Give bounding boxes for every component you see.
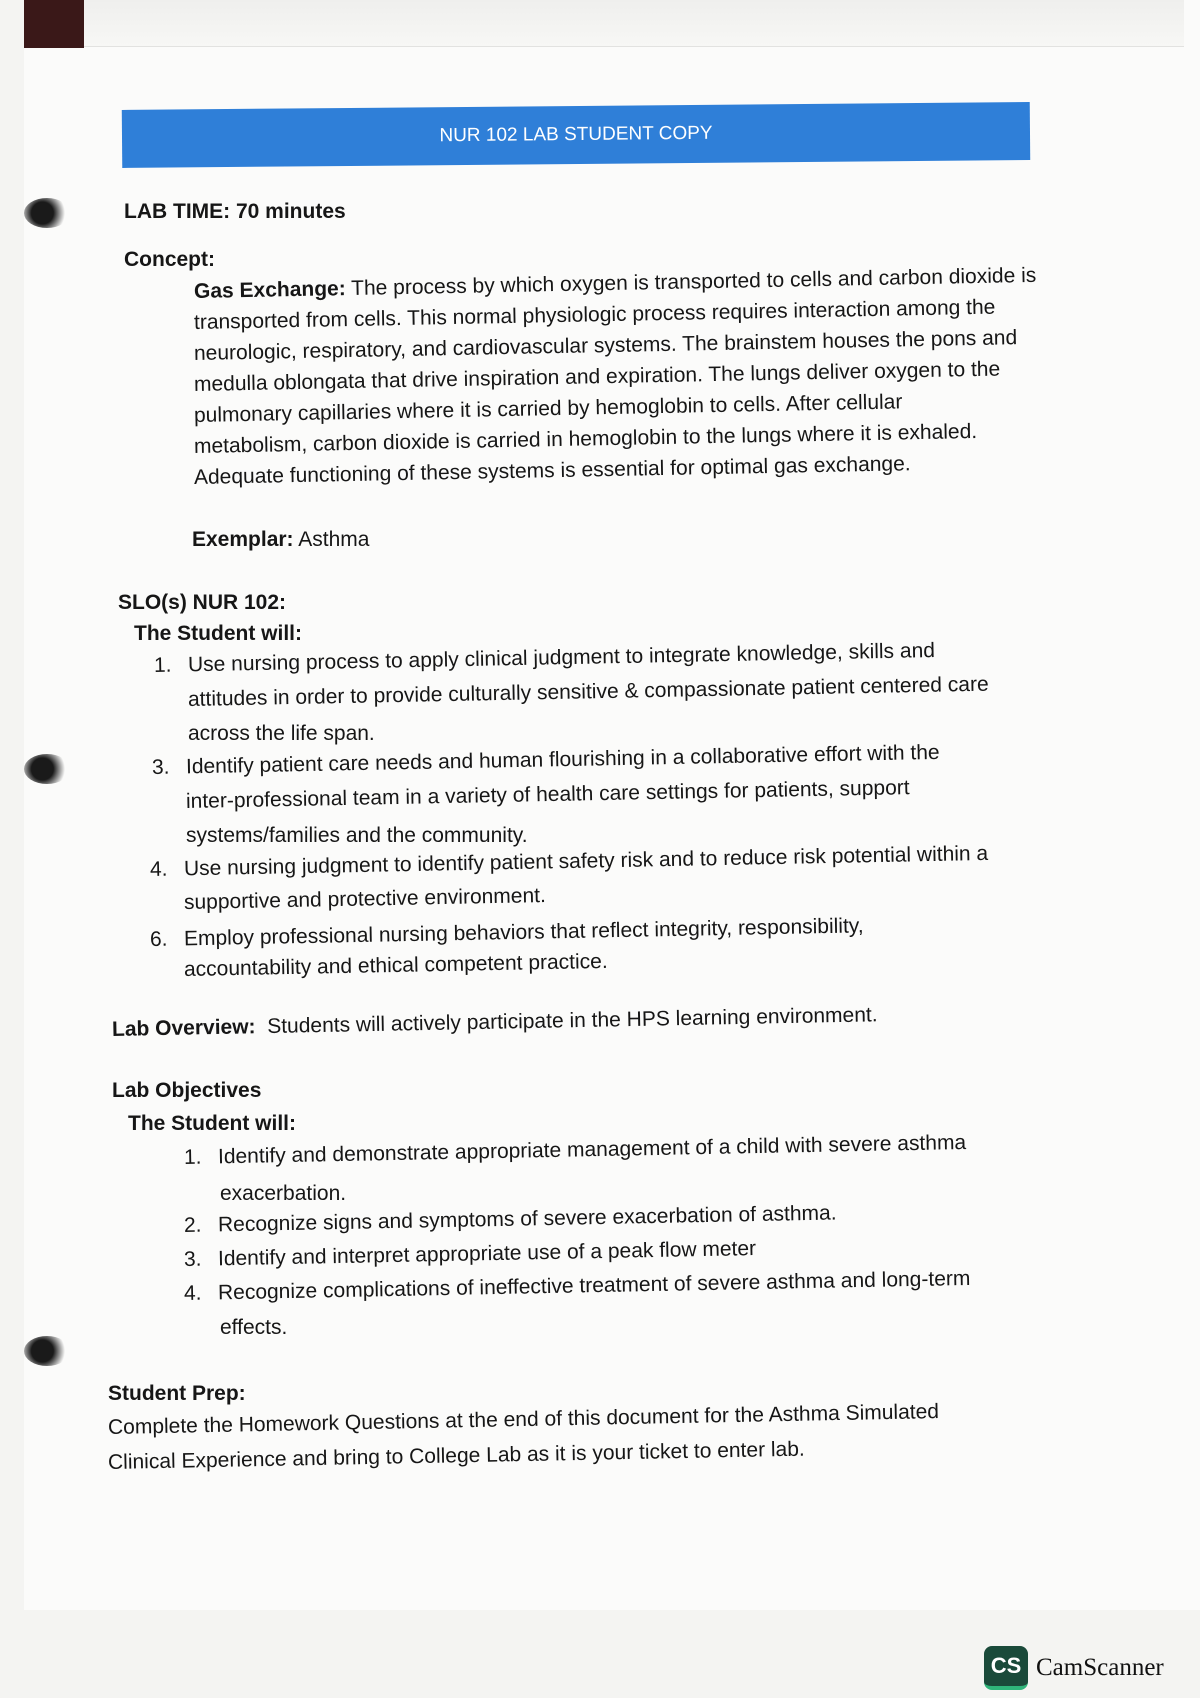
slo-item-line: systems/families and the community.: [186, 824, 528, 847]
slo-item-line: accountability and ethical competent practice.: [183, 949, 608, 981]
slo-heading: SLO(s) NUR 102:: [118, 591, 287, 614]
objective-item: 3. Identify and interpret appropriate use of a peak flow meter: [183, 1237, 757, 1271]
camscanner-logo-icon: CS: [984, 1646, 1028, 1690]
objectives-intro: The Student will:: [128, 1112, 296, 1135]
student-prep-heading: Student Prep:: [108, 1382, 246, 1405]
slo-item: 4. Use nursing judgment to identify patient safety risk and to reduce risk potential within a: [149, 841, 989, 881]
concept-line: pulmonary capillaries where it is carried by hemoglobin to cells. After cellular: [193, 390, 903, 427]
slo-item-line: across the life span.: [188, 722, 375, 745]
lab-time: LAB TIME: 70 minutes: [124, 200, 346, 223]
concept-term: Gas Exchange:: [193, 277, 346, 303]
slo-intro: The Student will:: [134, 622, 302, 645]
concept-line: metabolism, carbon dioxide is carried in hemoglobin to the lungs where it is exhaled.: [193, 419, 978, 458]
page-fold: [84, 0, 1184, 47]
slo-item: 6. Employ professional nursing behaviors that reflect integrity, responsibility,: [149, 914, 864, 951]
document-header-bar: [122, 102, 1030, 168]
concept-line: transported from cells. This normal physiologic process requires interaction among the: [193, 295, 996, 334]
concept-line: Gas Exchange: The process by which oxygen is transported to cells and carbon dioxide is: [193, 263, 1037, 303]
lab-overview: Lab Overview: Students will actively participate in the HPS learning environment.: [111, 1003, 878, 1041]
student-prep-line: Complete the Homework Questions at the end of this document for the Asthma Simulated: [107, 1400, 940, 1439]
document-title: NUR 102 LAB STUDENT COPY: [439, 122, 713, 147]
camscanner-watermark: [984, 1646, 1164, 1690]
scan-corner: [24, 0, 84, 48]
objectives-heading: Lab Objectives: [112, 1079, 262, 1102]
binder-hole-icon: [24, 1336, 70, 1366]
objective-item: 1. Identify and demonstrate appropriate management of a child with severe asthma: [183, 1130, 967, 1169]
slo-item: 1. Use nursing process to apply clinical judgment to integrate knowledge, skills and: [153, 639, 936, 677]
objective-item: 4. Recognize complications of ineffective treatment of severe asthma and long-term: [183, 1266, 971, 1305]
objective-item-line: effects.: [220, 1316, 288, 1339]
concept-heading: Concept:: [124, 248, 215, 271]
student-prep-line: Clinical Experience and bring to College Lab as it is your ticket to enter lab.: [107, 1437, 805, 1474]
objective-item: 2. Recognize signs and symptoms of severe exacerbation of asthma.: [183, 1201, 837, 1237]
slo-item-line: inter-professional team in a variety of health care settings for patients, support: [185, 776, 910, 813]
slo-item-line: attitudes in order to provide culturally sensitive & compassionate patient centered care: [187, 672, 989, 711]
binder-hole-icon: [24, 754, 70, 784]
binder-hole-icon: [24, 198, 70, 228]
slo-item: 3. Identify patient care needs and human flourishing in a collaborative effort with the: [151, 740, 940, 779]
slo-item-line: supportive and protective environment.: [183, 884, 547, 914]
exemplar: Exemplar: Asthma: [192, 528, 370, 551]
camscanner-name: CamScanner: [1036, 1654, 1164, 1681]
concept-line: medulla oblongata that drive inspiration and expiration. The lungs deliver oxygen to the: [193, 357, 1001, 396]
concept-line: Adequate functioning of these systems is essential for optimal gas exchange.: [193, 452, 911, 489]
concept-line: neurologic, respiratory, and cardiovascular systems. The brainstem houses the pons and: [193, 326, 1018, 365]
objective-item-line: exacerbation.: [220, 1182, 347, 1205]
